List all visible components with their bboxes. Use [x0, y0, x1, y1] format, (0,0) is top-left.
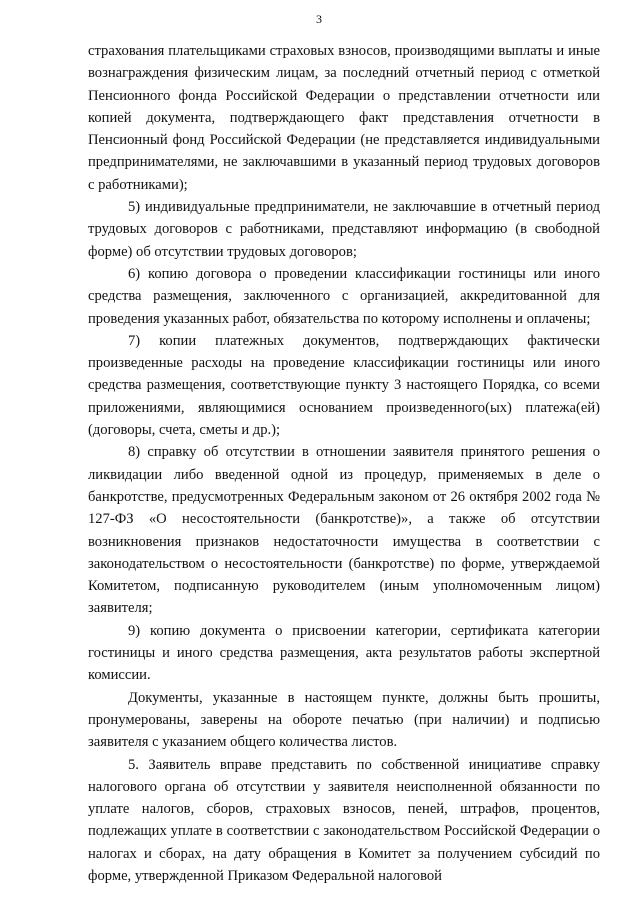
paragraph-item-8: 8) справку об отсутствии в отношении заявителя принятого решения о ликвидации либо введенной одной из процедур, применяемых в деле о банкротстве, предусмотренных Федеральным законом от 26 октября 2002 года № 127-ФЗ «О несостоятельности (банкротстве)», а также об отсутствии возникновения признаков недостаточности имущества в соответствии с законодательством о несостоятельности (банкротстве) по форме, утверждаемой Комитетом, подписанную руководителем (иным уполномоченным лицом) заявителя; — [88, 444, 600, 617]
paragraph-item-5: 5) индивидуальные предприниматели, не заключавшие в отчетный период трудовых договоров с работниками, представляют информацию (в свободной форме) об отсутствии трудовых договоров; — [88, 199, 600, 260]
paragraph-continuation: страхования плательщиками страховых взносов, производящими выплаты и иные вознаграждения физическим лицам, за последний отчетный период с отметкой Пенсионного фонда Российской Федерации о представлении отчетности или копией документа, подтверждающего факт представления отчетности в Пенсионный фонд Российской Федерации (не представляется индивидуальными предпринимателями, не заключавшими в указанный период трудовых договоров с работниками); — [88, 43, 600, 193]
paragraph-item-7: 7) копии платежных документов, подтверждающих фактически произведенные расходы на проведение классификации гостиницы или иного средства размещения, соответствующие пункту 3 настоящего Порядка, со всеми приложениями, являющимися основанием произведенного(ых) платежа(ей) (договоры, счета, сметы и др.); — [88, 332, 600, 439]
paragraph-documents-requirements: Документы, указанные в настоящем пункте, должны быть прошиты, пронумерованы, заверены на обороте печатью (при наличии) и подписью заявителя с указанием общего количества листов. — [88, 689, 600, 751]
paragraph-item-9: 9) копию документа о присвоении категории, сертификата категории гостиницы и иного средства размещения, акта результатов работы экспертной комиссии. — [88, 622, 600, 684]
paragraph-section-5: 5. Заявитель вправе представить по собственной инициативе справку налогового органа об отсутствии у заявителя неисполненной обязанности по уплате налогов, сборов, страховых взносов, пеней, штрафов, процентов, подлежащих уплате в соответствии с законодательством Российской Федерации о налогах и сборах, на дату обращения в Комитет за получением субсидий по форме, утвержденной Приказом Федеральной налоговой — [88, 756, 600, 884]
document-body — [88, 40, 600, 887]
page-number: 3 — [316, 12, 322, 26]
paragraph-item-6: 6) копию договора о проведении классификации гостиницы или иного средства размещения, заключенного с организацией, аккредитованной для проведения указанных работ, обязательства по которому исполнены и оплачены; — [88, 265, 600, 327]
